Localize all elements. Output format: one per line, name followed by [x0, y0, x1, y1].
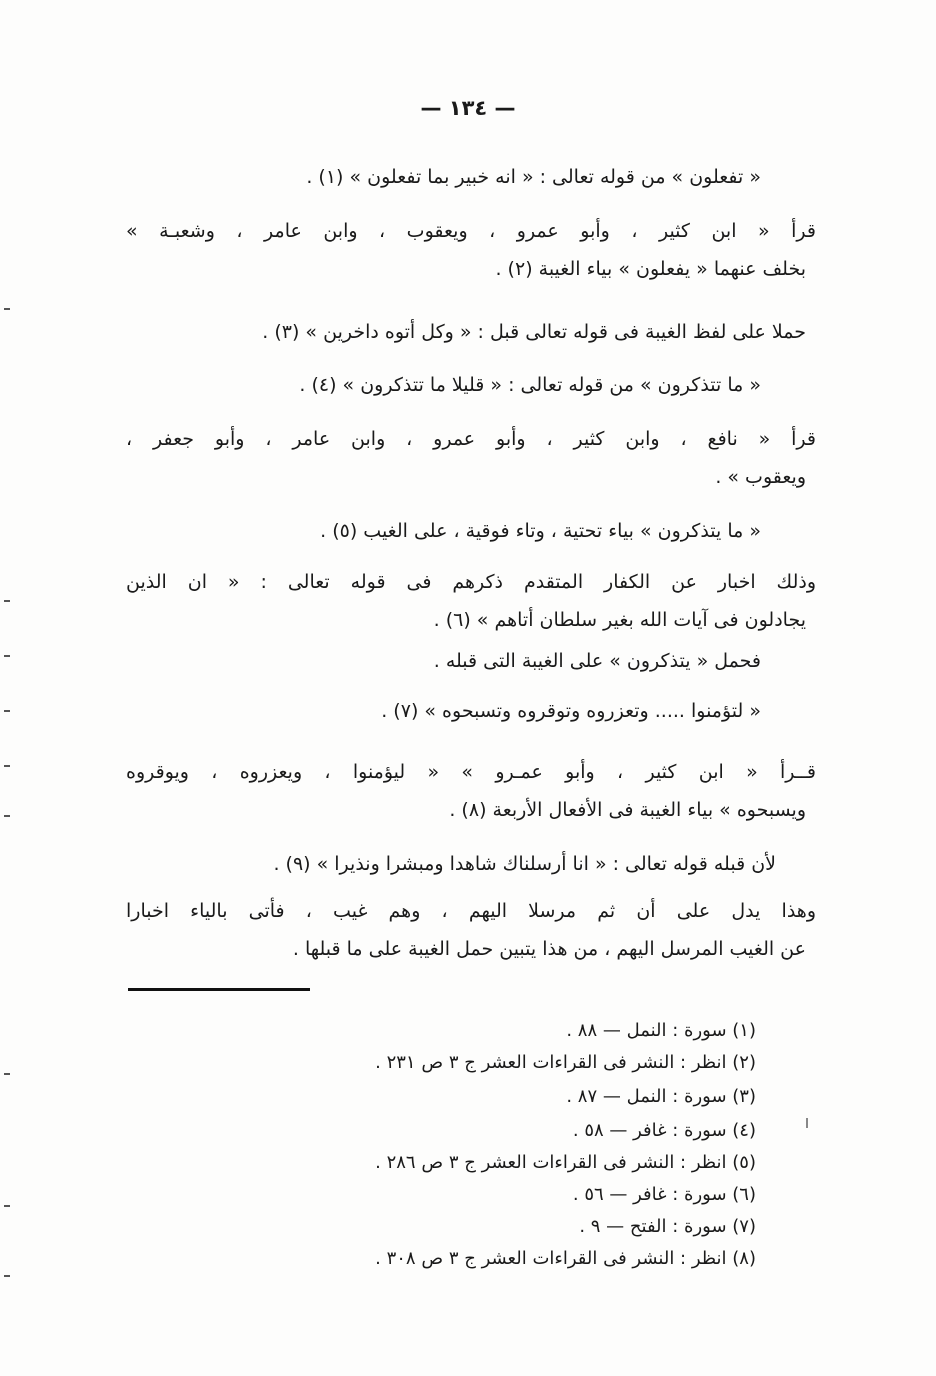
text-line: ويسبحوه » بياء الغيبة فى الأفعال الأربعة (٨) . — [449, 799, 806, 821]
footnote: (٧) سورة : الفتح — ٩ . — [579, 1216, 756, 1237]
footnote: (٥) انظر : النشر فى القراءات العشر ج ٣ ص ٢٨٦ . — [375, 1152, 756, 1173]
footnote-separator — [128, 988, 310, 991]
footnote: (٦) سورة : غافر — ٥٦ . — [572, 1184, 756, 1205]
page-number: — ١٣٤ — — [420, 96, 516, 120]
text-line: ويعقوب » . — [715, 466, 806, 488]
footnote: (٢) انظر : النشر فى القراءات العشر ج ٣ ص ٢٣١ . — [375, 1052, 756, 1073]
text-line: بخلف عنهما « يفعلون » بياء الغيبة (٢) . — [495, 258, 806, 280]
footnote: (٣) سورة : النمل — ٨٧ . — [566, 1086, 756, 1107]
text-line: قــرأ « ابن كثير ، وأبو عمـرو » « ليؤمنوا ، ويعزروه ، ويوقروه — [126, 761, 816, 783]
scan-speck — [4, 1205, 10, 1207]
text-line: « تفعلون » من قوله تعالى : « انه خبير بما تفعلون » (١) . — [306, 166, 761, 188]
footnote: (١) سورة : النمل — ٨٨ . — [566, 1020, 756, 1041]
text-line: وذلك اخبار عن الكفار المتقدم ذكرهم فى قوله تعالى : « ان الذين — [126, 571, 816, 593]
text-line: وهذا يدل على أن ثم مرسلا اليهم ، وهم غيب ، فأتى بالياء اخبارا — [126, 900, 816, 922]
text-line: قرأ « نافع ، وابن كثير ، وأبو عمرو ، وابن عامر ، وأبو جعفر ، — [126, 428, 816, 450]
scan-speck — [806, 1118, 808, 1128]
text-line: « ما تتذكرون » من قوله تعالى : « قليلا ما تتذكرون » (٤) . — [299, 374, 761, 396]
text-line: « لتؤمنوا ..... وتعزروه وتوقروه وتسبحوه » (٧) . — [381, 700, 761, 722]
scan-speck — [4, 710, 10, 712]
text-line: حملا على لفظ الغيبة فى قوله تعالى قبل : « وكل أتوه داخرين » (٣) . — [262, 321, 806, 343]
scan-speck — [4, 600, 10, 602]
text-line: « ما يتذكرون » بياء تحتية ، وتاء فوقية ، على الغيب (٥) . — [320, 520, 761, 542]
scan-speck — [4, 1275, 10, 1277]
text-line: لأن قبله قوله تعالى : « انا أرسلناك شاهدا ومبشرا ونذيرا » (٩) . — [273, 853, 776, 875]
scan-speck — [4, 308, 10, 310]
text-line: يجادلون فى آيات الله بغير سلطان أتاهم » (٦) . — [433, 609, 806, 631]
scan-speck — [4, 765, 10, 767]
scan-speck — [4, 1073, 10, 1075]
scan-speck — [4, 655, 10, 657]
scan-speck — [4, 815, 10, 817]
text-line: قرأ « ابن كثير ، وأبو عمرو ، ويعقوب ، وابن عامر ، وشعبـة » — [126, 220, 816, 242]
footnote: (٤) سورة : غافر — ٥٨ . — [572, 1120, 756, 1141]
footnote: (٨) انظر : النشر فى القراءات العشر ج ٣ ص ٣٠٨ . — [375, 1248, 756, 1269]
text-line: فحمل « يتذكرون » على الغيبة التى قبله . — [433, 650, 761, 672]
text-line: عن الغيب المرسل اليهم ، من هذا يتبين حمل الغيبة على ما قبلها . — [292, 938, 806, 960]
